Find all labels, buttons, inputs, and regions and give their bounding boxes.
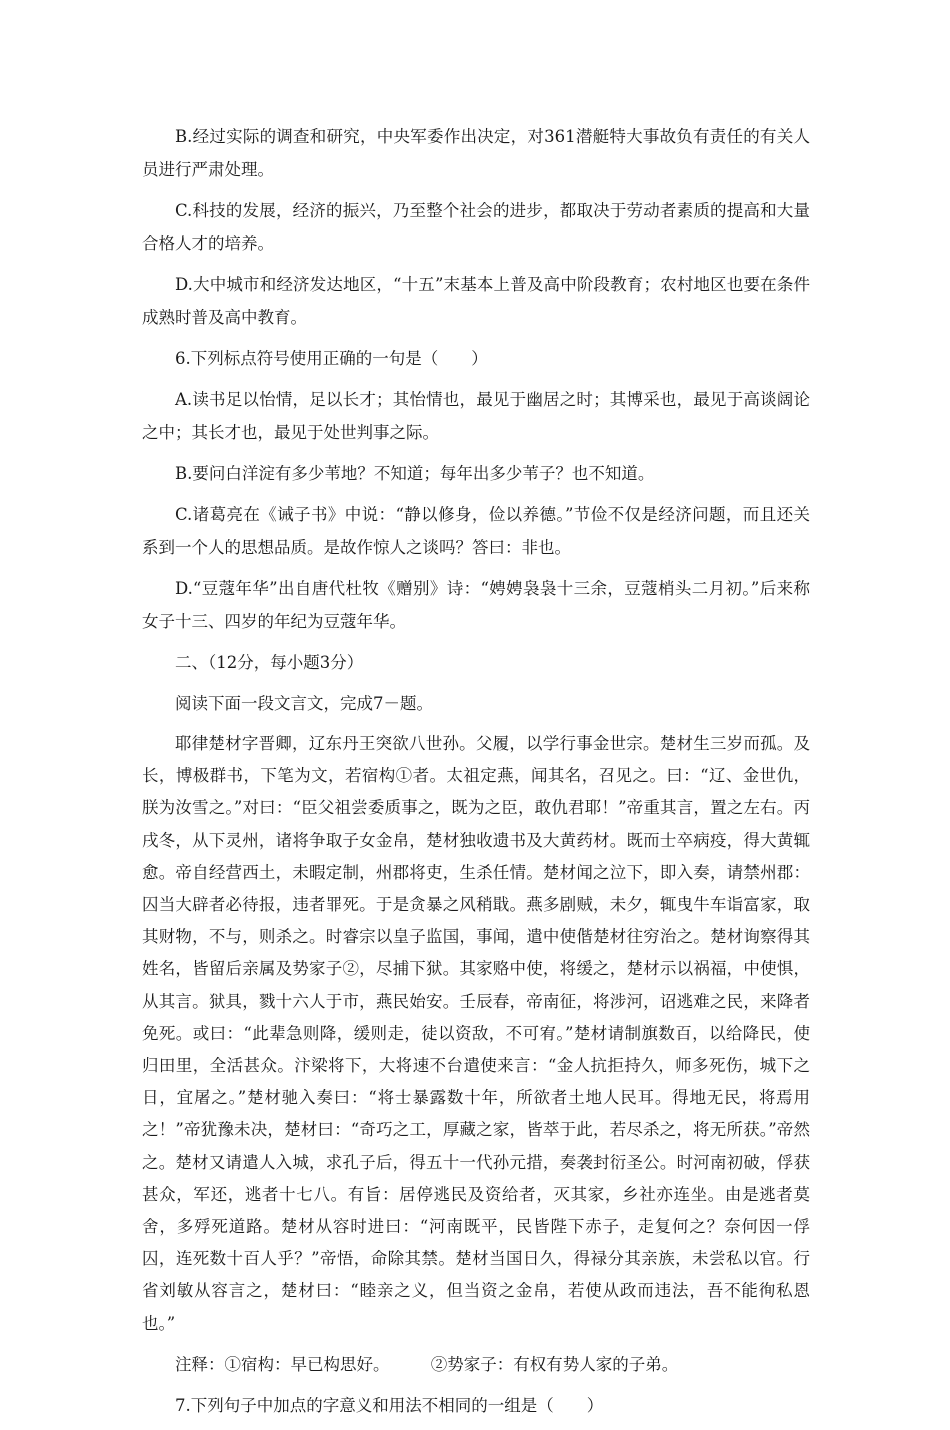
section-2-heading: 二、（12分，每小题3分） [175, 653, 364, 672]
q6-option-d: D.“豆蔻年华”出自唐代杜牧《赠别》诗：“娉娉袅袅十三余，豆蔻梢头二月初。”后来称女子十三、四岁的年纪为豆蔻年华。 [142, 579, 810, 631]
q7-stem: 7.下列句子中加点的字意义和用法不相同的一组是（ ） [175, 1395, 604, 1415]
passage-notes: 注释：①宿构：早已构思好。 ②势家子：有权有势人家的子弟。 [175, 1354, 679, 1374]
document-body [142, 120, 810, 1430]
classical-chinese-passage: 耶律楚材字晋卿，辽东丹王突欲八世孙。父履，以学行事金世宗。楚材生三岁而孤。及长，博极群书，下笔为文，若宿构①者。太祖定燕，闻其名，召见之。曰：“辽、金世仇，朕为汝雪之。”对曰：“臣父祖尝委质事之，既为之臣，敢仇君耶！”帝重其言，置之左右。丙戌冬，从下灵州，诸将争取子女金帛，楚材独收遗书及大黄药材。既而士卒病疫，得大黄辄愈。帝自经营西土，未暇定制，州郡将吏，生杀任情。楚材闻之泣下，即入奏，请禁州郡：囚当大辟者必待报，违者罪死。于是贪暴之风稍戢。燕多剧贼，未夕，辄曳牛车诣富家，取其财物，不与，则杀之。时睿宗以皇子监国，事闻，遣中使偕楚材往穷治之。楚材询察得其姓名，皆留后亲属及势家子②，尽捕下狱。其家赂中使，将缓之，楚材示以祸福，中使惧，从其言。狱具，戮十六人于市，燕民始安。壬辰春，帝南征，将涉河，诏逃难之民，来降者免死。或曰：“此辈急则降，缓则走，徒以资敌，不可宥。”楚材请制旗数百，以给降民，使归田里，全活甚众。汴梁将下，大将速不台遣使来言：“金人抗拒持久，师多死伤，城下之日，宜屠之。”楚材驰入奏曰：“将士暴露数十年，所欲者土地人民耳。得地无民，将焉用之！”帝犹豫未决，楚材曰：“奇巧之工，厚藏之家，皆萃于此，若尽杀之，将无所获。”帝然之。楚材又请遣人入城，求孔子后，得五十一代孙元措，奏袭封衍圣公。时河南初破，俘获甚众，军还，逃者十七八。有旨：居停逃民及资给者，灭其家，乡社亦连坐。由是逃者莫舍，多殍死道路。楚材从容时进曰：“河南既平，民皆陛下赤子，走复何之？奈何因一俘囚，连死数十百人乎？”帝悟，命除其禁。楚材当国日久，得禄分其亲族，未尝私以官。行省刘敏从容言之，楚材曰：“睦亲之义，但当资之金帛，若使从政而违法，吾不能徇私恩也。” [142, 734, 810, 1333]
q5-option-d: D.大中城市和经济发达地区，“十五”末基本上普及高中阶段教育；农村地区也要在条件成熟时普及高中教育。 [142, 275, 810, 327]
q5-option-b: B.经过实际的调查和研究，中央军委作出决定，对361潜艇特大事故负有责任的有关人员进行严肃处理。 [142, 127, 810, 179]
q6-option-b: B.要问白洋淀有多少苇地？不知道；每年出多少苇子？也不知道。 [175, 464, 655, 483]
q6-option-c: C.诸葛亮在《诫子书》中说：“静以修身，俭以养德。”节俭不仅是经济问题，而且还关系到一个人的思想品质。是故作惊人之谈吗？答曰：非也。 [142, 505, 810, 557]
section-2-instruction: 阅读下面一段文言文，完成7－题。 [175, 694, 433, 713]
q5-option-c: C.科技的发展，经济的振兴，乃至整个社会的进步，都取决于劳动者素质的提高和大量合格人才的培养。 [142, 201, 810, 253]
q6-stem: 6.下列标点符号使用正确的一句是（ ） [175, 349, 488, 368]
q6-option-a: A.读书足以怡情，足以长才；其怡情也，最见于幽居之时；其博采也，最见于高谈阔论之中；其长才也，最见于处世判事之际。 [142, 390, 810, 442]
